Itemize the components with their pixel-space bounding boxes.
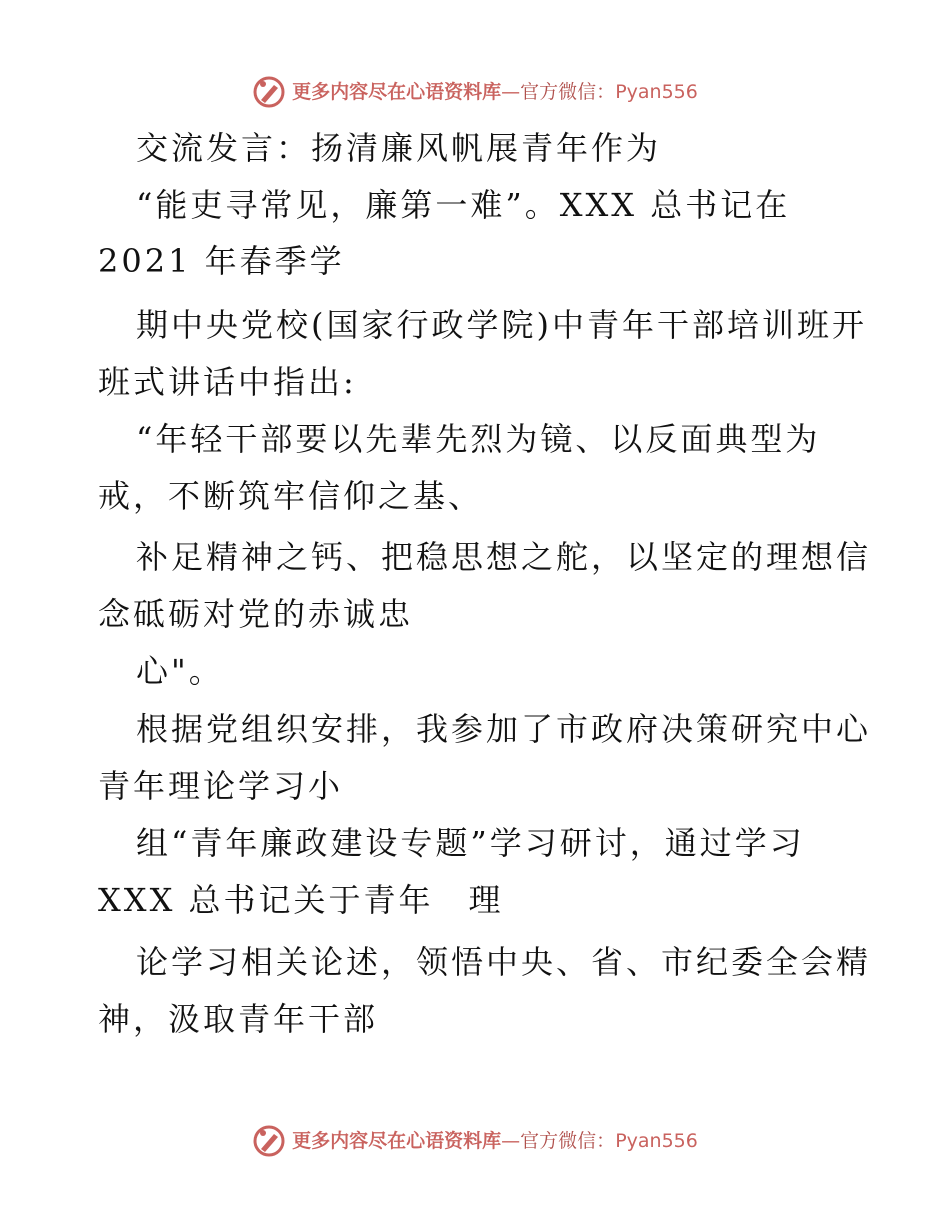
- banner-dash: —: [501, 81, 521, 103]
- text-line: 2021 年春季学: [98, 242, 345, 280]
- text-line: XXX 总书记关于青年 理: [98, 881, 504, 919]
- header-watermark-banner: [0, 75, 950, 109]
- banner-wechat-label: 官方微信：: [520, 1130, 616, 1152]
- text-line: “年轻干部要以先辈先烈为镜、以反面典型为: [136, 420, 821, 458]
- text-line: 戒，不断筑牢信仰之基、: [98, 477, 484, 515]
- banner-dash: —: [501, 1130, 521, 1152]
- text-line: 根据党组织安排，我参加了市政府决策研究中心: [136, 710, 872, 748]
- pen-logo-icon: [252, 1124, 286, 1158]
- banner-wechat-id: Pyan556: [615, 1130, 698, 1152]
- text-line: 青年理论学习小: [98, 767, 344, 805]
- banner-main-text: 更多内容尽在心语资料库: [292, 81, 502, 103]
- text-line: 组“青年廉政建设专题”学习研讨，通过学习: [136, 824, 805, 862]
- text-line: 论学习相关论述，领悟中央、省、市纪委全会精: [136, 943, 872, 981]
- text-line: 心"。: [136, 652, 224, 690]
- banner-wechat-label: 官方微信：: [520, 81, 616, 103]
- text-line: “能吏寻常见，廉第一难”。XXX 总书记在: [136, 186, 791, 224]
- banner-wechat-id: Pyan556: [615, 81, 698, 103]
- text-line: 期中央党校(国家行政学院)中青年干部培训班开: [136, 306, 867, 344]
- text-line: 补足精神之钙、把稳思想之舵，以坚定的理想信: [136, 538, 872, 576]
- banner-main-text: 更多内容尽在心语资料库: [292, 1130, 502, 1152]
- pen-logo-icon: [252, 75, 286, 109]
- text-line: 神，汲取青年干部: [98, 1000, 379, 1038]
- text-line: 班式讲话中指出:: [98, 363, 357, 401]
- footer-watermark-banner: [0, 1124, 950, 1158]
- text-line: 念砥砺对党的赤诚忠: [98, 595, 414, 633]
- document-title: 交流发言：扬清廉风帆展青年作为: [136, 129, 662, 167]
